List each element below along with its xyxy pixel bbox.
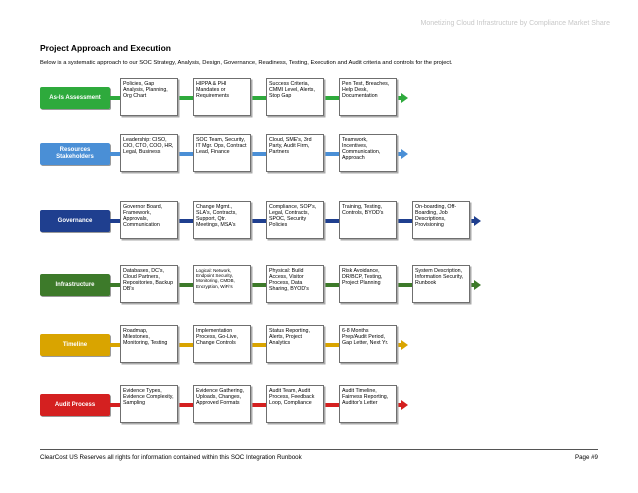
- intro-paragraph: Below is a systematic approach to our SOC Strategy, Analysis, Design, Governance, Readiness, Testing, Execution and Audit criteria and controls for the project.: [40, 60, 453, 66]
- step-card: Success Criteria, CMMI Level, Alerts, Stop Gap: [266, 78, 324, 116]
- step-card: Policies, Gap Analysis, Planning, Org Chart: [120, 78, 178, 116]
- flow-row: [40, 265, 600, 305]
- step-card: Change Mgmt., SLA's, Contracts, Support, Qtr. Meetings, MSA's: [193, 201, 251, 239]
- page-number: Page #9: [574, 454, 598, 461]
- step-card: 6-8 Months Prep/Audit Period, Gap Letter, Next Yr.: [339, 325, 397, 363]
- step-card: HIPPA & PHI Mandates or Requirements: [193, 78, 251, 116]
- step-cards: [120, 265, 600, 305]
- flow-row: [40, 325, 600, 365]
- stage-label: Infrastructure: [40, 274, 110, 296]
- step-card: Governor Board, Framework, Approvals, Communication: [120, 201, 178, 239]
- step-card: Evidence Types, Evidence Complexity, Sampling: [120, 385, 178, 423]
- stage-label: As-Is Assessment: [40, 87, 110, 109]
- step-card: SOC Team, Security, IT Mgr. Ops, Contract Lead, Finance: [193, 134, 251, 172]
- step-card: Logical: Network, Endpoint Security, Monitoring, CMDB, Encryption, WiFi's: [193, 265, 251, 303]
- footer-copyright: ClearCost US Reserves all rights for information contained within this SOC Integration Runbook: [40, 454, 302, 461]
- step-cards: [120, 385, 600, 425]
- step-card: Leadership: CISO, CIO, CTO, COO, HR, Legal, Business: [120, 134, 178, 172]
- step-cards: [120, 325, 600, 365]
- step-card: Pen Test, Breaches, Help Desk, Documentation: [339, 78, 397, 116]
- footer-divider: [40, 449, 598, 450]
- step-card: Roadmap, Milestones, Monitoring, Testing: [120, 325, 178, 363]
- flow-row: [40, 134, 600, 174]
- flow-row: [40, 201, 600, 241]
- watermark-text: Monetizing Cloud Infrastructure by Compliance Market Share: [420, 20, 610, 27]
- step-card: Physical: Build Access, Visitor Process, Data Sharing, BYOD's: [266, 265, 324, 303]
- stage-label: Audit Process: [40, 394, 110, 416]
- stage-label: Resources Stakeholders: [40, 143, 110, 165]
- step-cards: [120, 78, 600, 118]
- step-card: On-boarding, Off-Boarding, Job Descriptions, Provisioning: [412, 201, 470, 239]
- step-card: Audit Timeline, Fairness Reporting, Auditor's Letter: [339, 385, 397, 423]
- flow-row: [40, 78, 600, 118]
- step-cards: [120, 201, 600, 241]
- step-card: System Description, Information Security, Runbook: [412, 265, 470, 303]
- step-cards: [120, 134, 600, 174]
- step-card: Compliance, SOP's, Legal, Contracts, SPOC, Security Policies: [266, 201, 324, 239]
- step-card: Audit Team, Audit Process, Feedback Loop, Compliance: [266, 385, 324, 423]
- step-card: Training, Testing, Controls, BYOD's: [339, 201, 397, 239]
- stage-label: Timeline: [40, 334, 110, 356]
- page-title: Project Approach and Execution: [40, 43, 171, 53]
- step-card: Implementation Process, Go-Live, Change Controls: [193, 325, 251, 363]
- step-card: Teamwork, Incentives, Communication, Approach: [339, 134, 397, 172]
- flow-row: [40, 385, 600, 425]
- step-card: Risk Avoidance, DR/BCP, Testing, Project Planning: [339, 265, 397, 303]
- step-card: Cloud, SME's, 3rd Party, Audit Firm, Partners: [266, 134, 324, 172]
- step-card: Status Reporting, Alerts, Project Analytics: [266, 325, 324, 363]
- step-card: Databases, DC's, Cloud Partners, Repositories, Backup DB's: [120, 265, 178, 303]
- stage-label: Governance: [40, 210, 110, 232]
- step-card: Evidence Gathering, Uploads, Changes, Approved Formats: [193, 385, 251, 423]
